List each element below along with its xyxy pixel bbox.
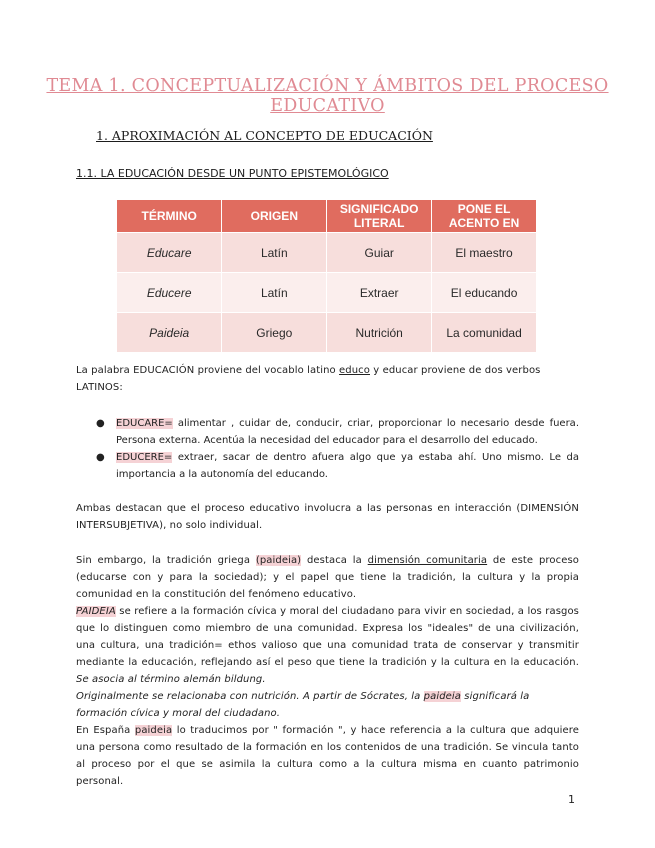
list-item-text: alimentar , cuidar de, conducir, criar, proporcionar lo necesario desde fuera. Persona externa. Acentúa la necesidad del educador para el desarrollo del educado.: [116, 418, 579, 446]
paragraph: [76, 688, 579, 722]
table-cell: La comunidad: [432, 313, 537, 353]
paragraph-text: lo traducimos por " formación ", y hace referencia a la cultura que adquiere una persona como resultado de la formación en los contenidos de una tradición. Se vincula tanto al proceso por el que se asimila la cultura como a la cultura misma en cuanto patrimonio personal.: [76, 725, 580, 787]
table-cell: Extraer: [327, 273, 432, 313]
table-row: [117, 273, 537, 313]
table-cell: Guiar: [327, 233, 432, 273]
table-cell: Latín: [222, 273, 327, 313]
paragraph-text: Se asocia al término alemán bildung.: [76, 674, 266, 685]
educare-term: EDUCARE=: [116, 418, 173, 429]
section-heading-1: 1. APROXIMACIÓN AL CONCEPTO DE EDUCACIÓN: [96, 128, 433, 143]
list-item-text: extraer, sacar de dentro afuera algo que ya estaba ahí. Uno mismo. Le da importancia a la autonomía del educando.: [116, 452, 579, 480]
table-cell: El educando: [432, 273, 537, 313]
table-header: PONE EL ACENTO EN: [432, 200, 537, 233]
paragraph-text: de este proceso (educarse con y para la sociedad); y el papel que tiene la tradición, la cultura y la propia comunidad en la constitución del fenómeno educativo.: [76, 555, 579, 600]
list-item: [96, 449, 579, 483]
paideia-term: PAIDEIA: [76, 606, 116, 617]
paragraph: Ambas destacan que el proceso educativo involucra a las personas en interacción (DIMENSIÓN INTERSUBJETIVA), no solo individual.: [76, 503, 579, 531]
page-number: 1: [568, 793, 575, 806]
list-item: [96, 415, 579, 449]
intro-paragraph: [76, 362, 579, 396]
paragraph: [76, 722, 579, 790]
paragraph: [76, 552, 579, 603]
paragraph-text: Sin embargo, la tradición griega: [76, 555, 256, 566]
paragraph-text: se refiere a la formación cívica y moral del ciudadano para vivir en sociedad, a los rasgos que lo distinguen como miembro de una comunidad. Expresa los "ideales" de una civilización, una cultura, una tradición= ethos valioso que una comunidad trata de conservar y transmitir mediante la educación, reflejando así el peso que tiene la tradición y la cultura en la educación.: [76, 606, 579, 668]
table-header: TÉRMINO: [117, 200, 222, 233]
table-cell: Griego: [222, 313, 327, 353]
table-cell: Paideia: [117, 313, 222, 353]
bullet-icon: ●: [96, 418, 105, 429]
paideia-term: paideia: [134, 725, 173, 736]
paragraph-text: significará la formación cívica y moral del ciudadano.: [76, 691, 530, 719]
intro-text-end: y educar proviene de dos verbos LATINOS:: [76, 365, 541, 393]
table-row: [117, 313, 537, 353]
verbs-list: [96, 415, 579, 483]
dimension-term: dimensión comunitaria: [367, 555, 488, 566]
table-cell: Educare: [117, 233, 222, 273]
paragraph-text: destaca la: [301, 555, 368, 566]
table-cell: El maestro: [432, 233, 537, 273]
table-cell: Latín: [222, 233, 327, 273]
section-heading-1-1: 1.1. LA EDUCACIÓN DESDE UN PUNTO EPISTEMOLÓGICO: [76, 167, 389, 180]
table-row: [117, 233, 537, 273]
paragraph-text: En España: [76, 725, 135, 736]
paragraph: [76, 603, 579, 688]
table-header-row: [117, 200, 537, 233]
page-title: TEMA 1. CONCEPTUALIZACIÓN Y ÁMBITOS DEL PROCESO EDUCATIVO: [46, 76, 609, 116]
educo-term: educo: [339, 365, 370, 376]
terms-table: [117, 200, 537, 352]
paideia-term: (paideia): [255, 555, 302, 566]
bullet-icon: ●: [96, 452, 105, 463]
paideia-term: paideia: [423, 691, 462, 702]
table-header: SIGNIFICADO LITERAL: [327, 200, 432, 233]
intro-text: La palabra EDUCACIÓN proviene del vocablo latino: [76, 365, 340, 376]
table-cell: Nutrición: [327, 313, 432, 353]
table-cell: Educere: [117, 273, 222, 313]
table-header: ORIGEN: [222, 200, 327, 233]
educere-term: EDUCERE=: [116, 452, 173, 463]
paragraph-text: Originalmente se relacionaba con nutrición. A partir de Sócrates, la: [76, 691, 424, 702]
